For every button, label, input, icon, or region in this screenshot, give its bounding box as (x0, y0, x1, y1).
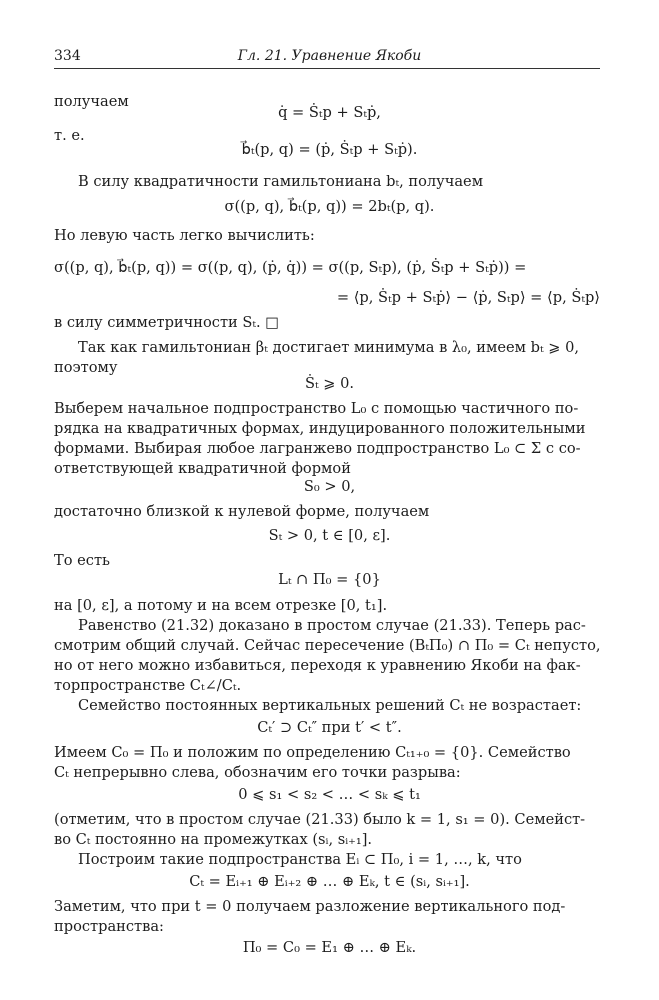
text-line: Но левую часть легко вычислить: (54, 227, 315, 244)
equation: Lₜ ∩ Π₀ = {0} (278, 571, 381, 588)
text-line: Cₜ непрерывно слева, обозначим его точки разрыва: (54, 764, 461, 781)
text-line: Равенство (21.32) доказано в простом случае (21.33). Теперь рас- (78, 617, 586, 634)
equation: Cₜ = Eᵢ₊₁ ⊕ Eᵢ₊₂ ⊕ … ⊕ Eₖ, t ∈ (sᵢ, sᵢ₊₁]. (189, 873, 470, 890)
text-line: Построим такие подпространства Eᵢ ⊂ Π₀, i = 1, …, k, что (78, 851, 522, 868)
equation: σ((p, q), b⃗ₜ(p, q)) = 2bₜ(p, q). (224, 198, 435, 215)
text-line: В силу квадратичности гамильтониана bₜ, получаем (78, 173, 484, 190)
text-line: Выберем начальное подпространство L₀ с помощью частичного по- (54, 400, 579, 417)
equation: σ((p, q), b⃗ₜ(p, q)) = σ((p, q), (ṗ, q̇)) = σ((p, Sₜp), (ṗ, Ṡₜp + Sₜṗ)) = (54, 259, 527, 276)
text-line: но от него можно избавиться, переходя к уравнению Якоби на фак- (54, 657, 581, 674)
text-line: формами. Выбирая любое лагранжево подпространство L₀ ⊂ Σ с со- (54, 440, 581, 457)
text-line: (отметим, что в простом случае (21.33) было k = 1, s₁ = 0). Семейст- (54, 811, 586, 828)
text-line: Так как гамильтониан βₜ достигает минимума в λ₀, имеем bₜ ⩾ 0, (78, 339, 580, 356)
header-rule (54, 68, 600, 69)
page-number: 334 (54, 48, 81, 64)
text-line: в силу симметричности Sₜ. □ (54, 314, 280, 331)
text-line: Семейство постоянных вертикальных решений Cₜ не возрастает: (78, 697, 582, 714)
equation: S₀ > 0, (303, 478, 356, 495)
equation: b⃗ₜ(p, q) = (ṗ, Ṡₜp + Sₜṗ). (241, 141, 418, 158)
equation: q̇ = Ṡₜp + Sₜṗ, (278, 104, 381, 121)
text-line: Заметим, что при t = 0 получаем разложение вертикального под- (54, 898, 566, 915)
equation: Π₀ = C₀ = E₁ ⊕ … ⊕ Eₖ. (242, 939, 417, 956)
equation: 0 ⩽ s₁ < s₂ < … < sₖ ⩽ t₁ (238, 786, 421, 803)
running-title: Гл. 21. Уравнение Якоби (237, 48, 422, 64)
text-line: пространства: (54, 918, 164, 935)
equation: Cₜ′ ⊃ Cₜ″ при t′ < t″. (257, 719, 402, 736)
text-line: во Cₜ постоянно на промежутках (sᵢ, sᵢ₊₁]. (54, 831, 373, 848)
text-line: То есть (54, 552, 110, 569)
equation: = ⟨p, Ṡₜp + Sₜṗ⟩ − ⟨ṗ, Sₜp⟩ = ⟨p, Ṡₜp⟩ (336, 289, 600, 306)
equation: Sₜ > 0, t ∈ [0, ε]. (268, 527, 391, 544)
text-line: ответствующей квадратичной формой (54, 460, 351, 477)
text-line: Имеем C₀ = Π₀ и положим по определению Cₜ₁₊₀ = {0}. Семейство (54, 744, 571, 761)
text-line: торпространстве Cₜ∠/Cₜ. (54, 677, 242, 694)
equation: Ṡₜ ⩾ 0. (304, 375, 355, 392)
text-line: на [0, ε], а потому и на всем отрезке [0, t₁]. (54, 597, 388, 614)
text-line: т. е. (54, 127, 85, 144)
text-line: поэтому (54, 359, 118, 376)
text-line: смотрим общий случай. Сейчас пересечение (BₜΠ₀) ∩ Π₀ = Cₜ непусто, (54, 637, 601, 654)
text-line: достаточно близкой к нулевой форме, получаем (54, 503, 430, 520)
text-line: рядка на квадратичных формах, индуцированного положительными (54, 420, 586, 437)
text-line: получаем (54, 93, 129, 110)
